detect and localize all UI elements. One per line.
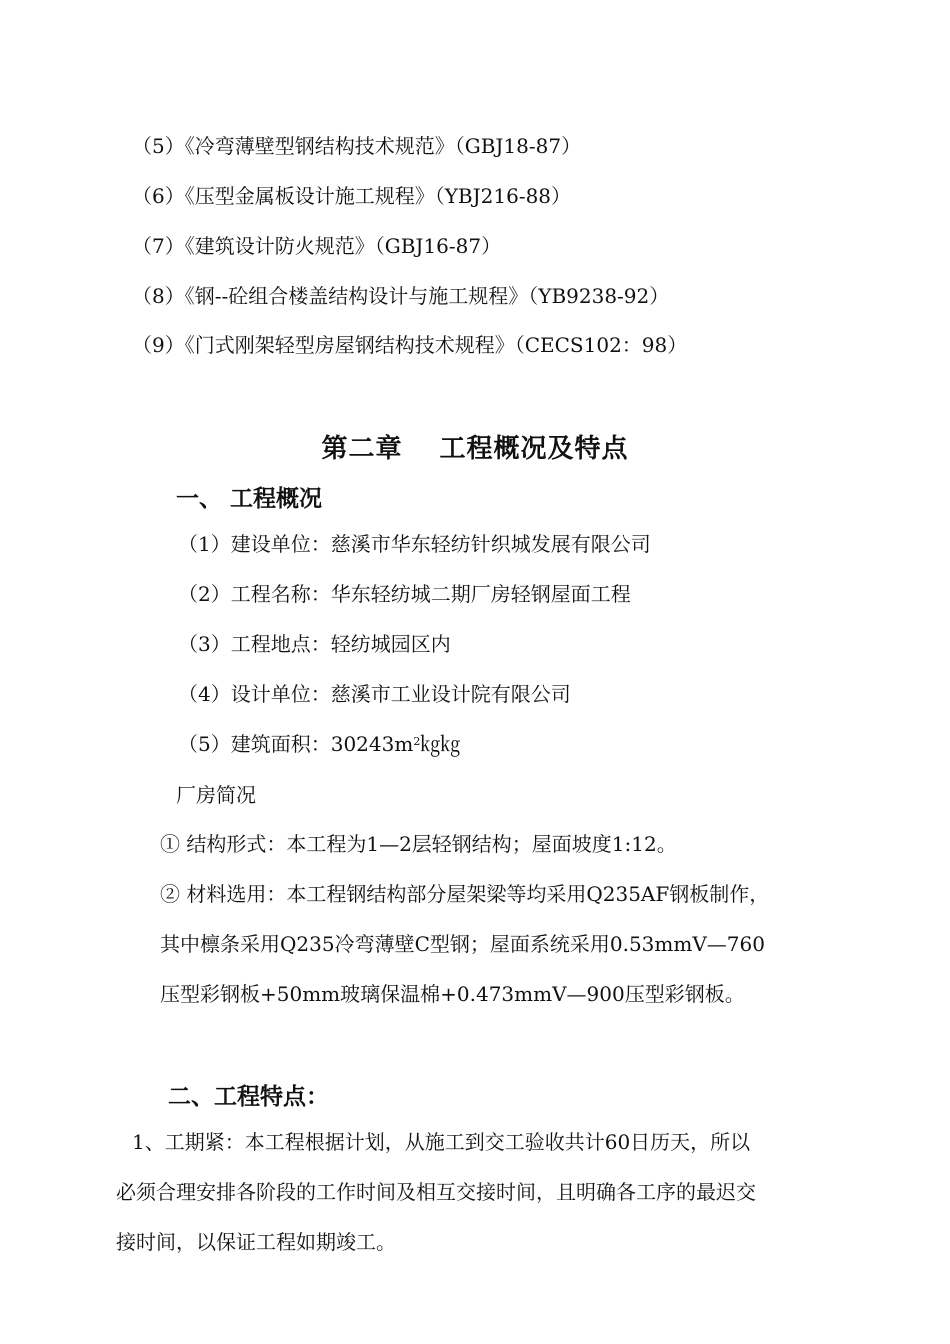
plant-heading: 厂房简况 [176, 783, 256, 807]
project-info-item: （1）建设单位：慈溪市华东轻纺针织城发展有限公司 [178, 532, 651, 556]
section-title-overview: 一、 工程概况 [176, 485, 323, 512]
area-superscript: 2 [413, 735, 421, 748]
area-value: 30243m [330, 732, 414, 756]
area-label: （5）建筑面积： [178, 732, 331, 756]
feature-paragraph-line: 1、工期紧：本工程根据计划，从施工到交工验收共计60日历天，所以 [132, 1130, 751, 1154]
project-area-item [178, 730, 460, 758]
project-info-item: （2）工程名称：华东轻纺城二期厂房轻钢屋面工程 [178, 582, 631, 606]
project-info-item: （3）工程地点：轻纺城园区内 [178, 632, 451, 656]
section-title-features: 二、工程特点： [168, 1083, 329, 1110]
standard-item: （6）《压型金属板设计施工规程》（YBJ216-88） [132, 184, 572, 208]
feature-paragraph-line: 必须合理安排各阶段的工作时间及相互交接时间，且明确各工序的最迟交 [116, 1180, 756, 1204]
standard-item: （8）《钢--砼组合楼盖结构设计与施工规程》（YB9238-92） [132, 284, 670, 308]
material-line: 压型彩钢板+50mm玻璃保温棉+0.473mmV—900压型彩钢板。 [160, 982, 745, 1006]
standard-item: （9）《门式刚架轻型房屋钢结构技术规程》（CECS102：98） [132, 333, 688, 357]
standard-item: （7）《建筑设计防火规范》（GBJ16-87） [132, 234, 502, 258]
feature-paragraph-line: 接时间，以保证工程如期竣工。 [116, 1230, 396, 1254]
chapter-title: 第二章 工程概况及特点 [321, 434, 629, 464]
material-line: ② 材料选用：本工程钢结构部分屋架梁等均采用Q235AF钢板制作， [160, 882, 770, 906]
standard-item: （5）《冷弯薄壁型钢结构技术规范》（GBJ18-87） [132, 134, 582, 158]
area-suffix: ㎏㎏ [420, 732, 461, 756]
material-line: 其中檩条采用Q235冷弯薄壁C型钢；屋面系统采用0.53mmV—760 [160, 932, 765, 956]
structure-form: ① 结构形式：本工程为1—2层轻钢结构；屋面坡度1:12。 [160, 832, 677, 856]
project-info-item: （4）设计单位：慈溪市工业设计院有限公司 [178, 682, 571, 706]
